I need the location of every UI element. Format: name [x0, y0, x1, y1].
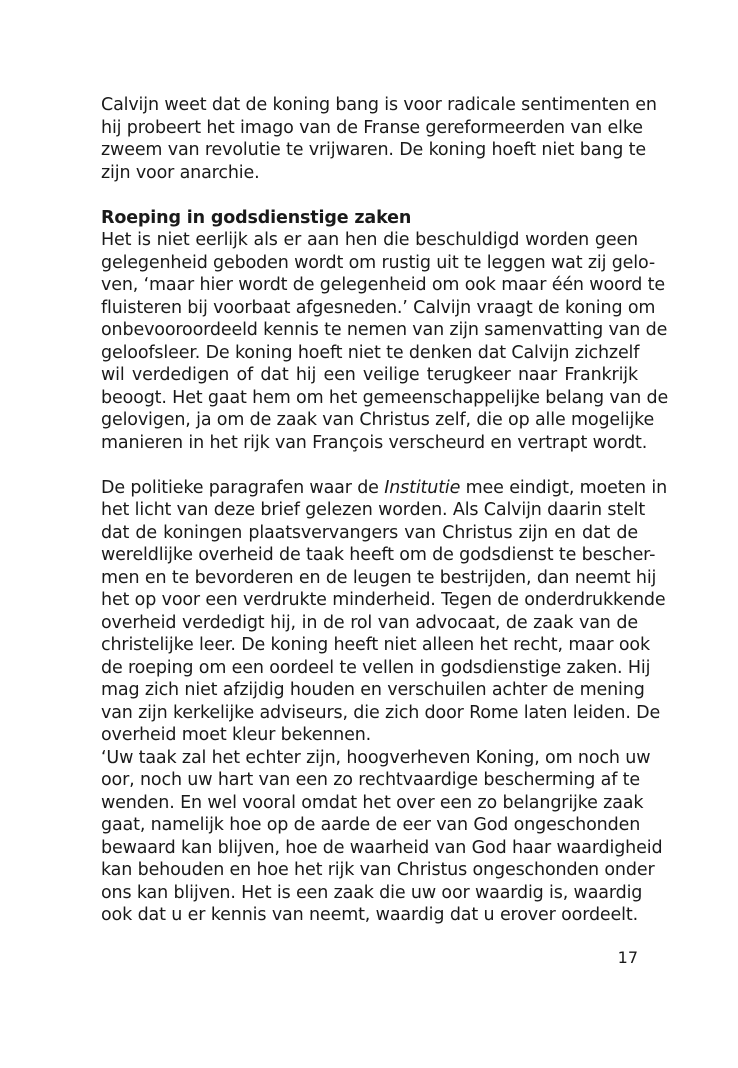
- text-line: van zijn kerkelijke adviseurs, die zich door Rome laten leiden. De: [101, 702, 661, 723]
- text-line: wereldlijke overheid de taak heeft om de godsdienst te bescher-: [101, 545, 656, 565]
- text-line: gelovigen, ja om de zaak van Christus zelf, die op alle mogelijke: [101, 410, 655, 430]
- text-line: Calvijn weet dat de koning bang is voor radicale sentimenten en: [101, 95, 657, 115]
- text-line: [101, 477, 668, 500]
- text-line: manieren in het rijk van François verscheurd en vertrapt wordt.: [101, 432, 648, 453]
- text-line: overheid verdedigt hij, in de rol van advocaat, de zaak van de: [101, 612, 638, 633]
- text-line: wil verdedigen of dat hij een veilige terugkeer naar Frankrijk: [101, 365, 638, 385]
- text-line: hij probeert het imago van de Franse gereformeerden van elke: [101, 117, 643, 138]
- text-line: dat de koningen plaatsvervangers van Christus zijn en dat de: [101, 522, 638, 543]
- text-line: kan behouden en hoe het rijk van Christus ongeschonden onder: [101, 860, 655, 880]
- text-line: christelijke leer. De koning heeft niet alleen het recht, maar ook: [101, 635, 650, 655]
- text-line: zijn voor anarchie.: [101, 162, 260, 183]
- text-line: ons kan blijven. Het is een zaak die uw oor waardig is, waardig: [101, 882, 643, 903]
- text-line: het op voor een verdrukte minderheid. Tegen de onderdrukkende: [101, 590, 666, 610]
- page-body: [101, 94, 669, 927]
- paragraph-3: [101, 477, 668, 747]
- text-line: het licht van deze brief gelezen worden. Als Calvijn daarin stelt: [101, 500, 646, 520]
- paragraph-2: [101, 229, 669, 454]
- page-number: 17: [617, 948, 638, 967]
- text-line: beoogt. Het gaat hem om het gemeenschappelijke belang van de: [101, 387, 669, 408]
- text-line: onbevooroordeeld kennis te nemen van zijn samenvatting van de: [101, 320, 668, 340]
- text-line: gaat, namelijk hoe op de aarde de eer van God ongeschonden: [101, 815, 641, 835]
- text-line: wenden. En wel vooral omdat het over een zo belangrijke zaak: [101, 792, 644, 813]
- text-line: ven, ‘maar hier wordt de gelegenheid om ook maar één woord te: [101, 275, 666, 295]
- text-line: Het is niet eerlijk als er aan hen die beschuldigd worden geen: [101, 230, 638, 250]
- text-line: ‘Uw taak zal het echter zijn, hoogverheven Koning, om noch uw: [101, 747, 651, 768]
- book-title: Institutie: [384, 477, 461, 498]
- text-line: geloofsleer. De koning hoeft niet te denken dat Calvijn zichzelf: [101, 342, 640, 363]
- text-run: De politieke paragrafen waar de: [101, 477, 385, 498]
- text-line: men en te bevorderen en de leugen te bestrijden, dan neemt hij: [101, 567, 657, 588]
- text-run: mee eindigt, moeten in: [460, 477, 668, 498]
- text-line: overheid moet kleur bekennen.: [101, 725, 372, 745]
- text-line: oor, noch uw hart van een zo rechtvaardige bescherming af te: [101, 770, 640, 790]
- text-line: mag zich niet afzijdig houden en verschuilen achter de mening: [101, 680, 645, 700]
- text-line: zweem van revolutie te vrijwaren. De koning hoeft niet bang te: [101, 140, 646, 160]
- paragraph-1: [101, 94, 657, 184]
- section-heading: Roeping in godsdienstige zaken: [101, 207, 412, 228]
- paragraph-gap: [101, 184, 638, 207]
- paragraph-4: [101, 747, 663, 927]
- text-line: de roeping om een oordeel te vellen in godsdienstige zaken. Hij: [101, 657, 651, 678]
- text-line: bewaard kan blijven, hoe de waarheid van God haar waardigheid: [101, 837, 663, 858]
- text-line: ook dat u er kennis van neemt, waardig dat u erover oordeelt.: [101, 905, 638, 925]
- text-line: gelegenheid geboden wordt om rustig uit te leggen wat zij gelo-: [101, 252, 656, 273]
- paragraph-gap: [101, 454, 638, 477]
- text-line: fluisteren bij voorbaat afgesneden.’ Calvijn vraagt de koning om: [101, 297, 656, 318]
